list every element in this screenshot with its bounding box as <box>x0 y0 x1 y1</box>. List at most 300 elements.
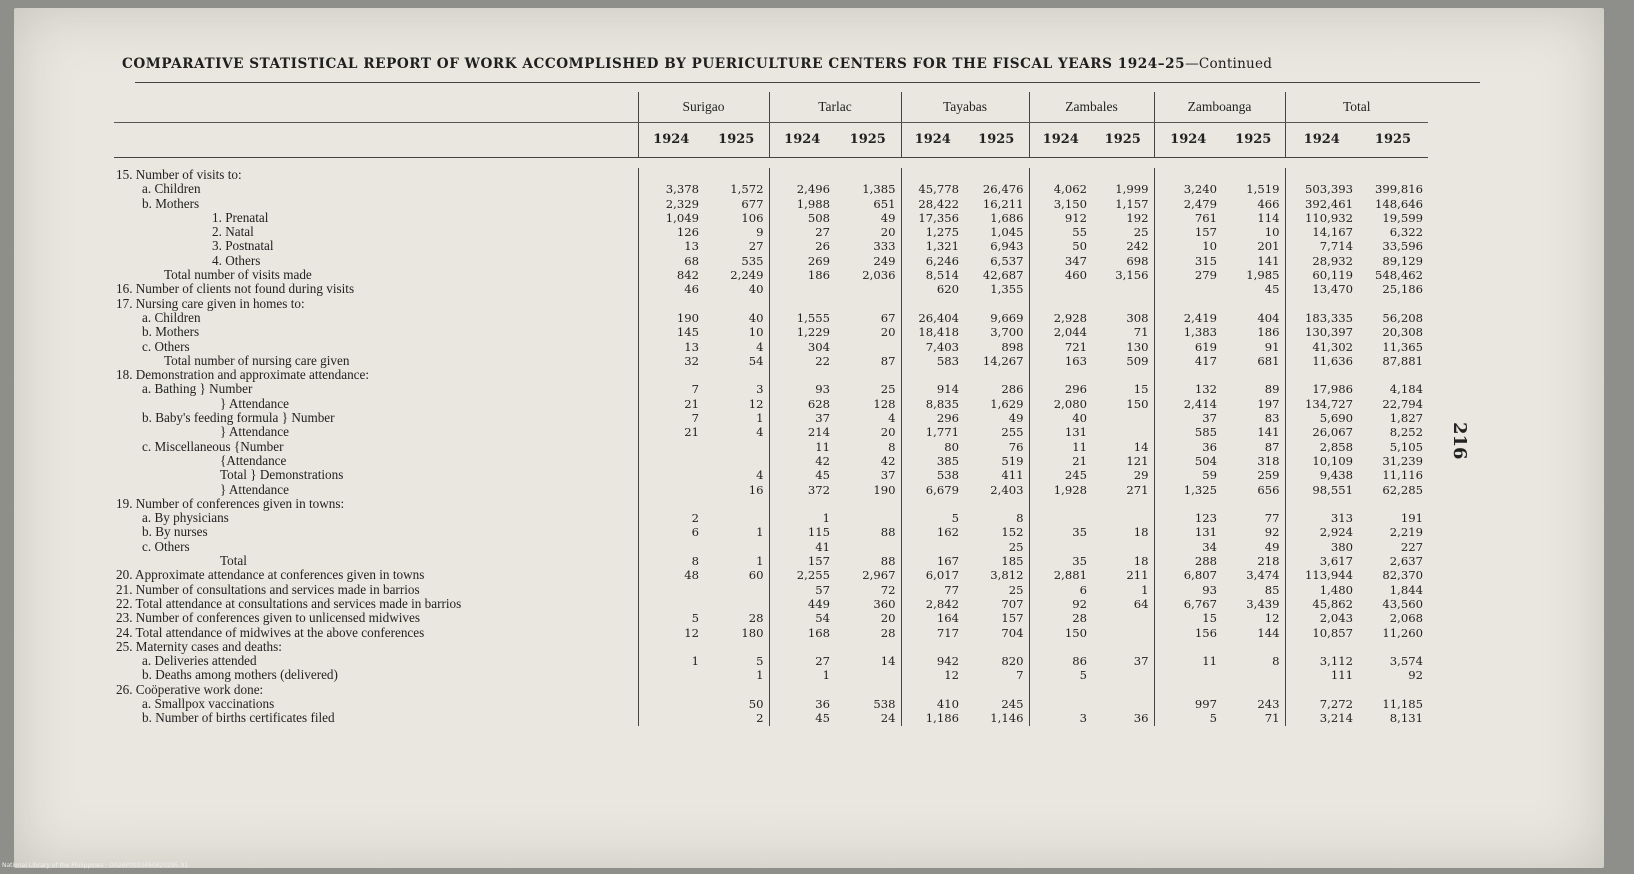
row-label: 23. Number of conferences given to unlicensed midwives <box>116 611 420 626</box>
table-cell: 4,184 <box>1389 382 1423 397</box>
table-cell: 8,835 <box>925 396 959 411</box>
table-cell <box>1092 540 1154 554</box>
table-cell: 2,924 <box>1319 525 1353 540</box>
table-cell: 28,422 <box>918 196 959 211</box>
table-cell: 88 <box>835 554 901 568</box>
table-cell: 20 <box>835 225 901 239</box>
table-cell: 16 <box>704 483 769 497</box>
title-rule <box>135 82 1480 83</box>
table-cell: 89 <box>1222 382 1285 396</box>
table-cell: 6 <box>1079 582 1087 597</box>
table-cell: 25 <box>964 540 1029 554</box>
table-cell <box>769 497 835 511</box>
table-cell: 651 <box>835 197 901 211</box>
table-cell: 49 <box>964 411 1029 425</box>
table-cell: 25,186 <box>1382 282 1423 297</box>
table-cell: 898 <box>964 340 1029 354</box>
table-cell: 8 <box>1222 654 1285 668</box>
table-row <box>114 668 1428 682</box>
table-cell: 3,474 <box>1222 568 1285 582</box>
table-cell: 296 <box>1064 382 1087 397</box>
table-cell: 31,239 <box>1382 453 1423 468</box>
table-cell: 6,807 <box>1183 568 1217 583</box>
table-row <box>114 297 1428 311</box>
table-cell <box>1222 683 1285 697</box>
table-cell: 5 <box>1079 668 1087 683</box>
table-cell: 34 <box>1202 539 1217 554</box>
table-cell: 2,068 <box>1389 611 1423 626</box>
table-cell: 77 <box>944 582 959 597</box>
year-header: 1925 <box>1358 123 1428 158</box>
table-cell <box>1154 497 1222 511</box>
table-cell: 2,637 <box>1389 554 1423 569</box>
row-label: 24. Total attendance of midwives at the above conferences <box>116 625 425 640</box>
table-cell: 4 <box>835 411 901 425</box>
table-cell: 131 <box>1194 525 1217 540</box>
table-cell: 286 <box>964 382 1029 396</box>
table-cell: 10,109 <box>1312 453 1353 468</box>
table-cell <box>964 297 1029 311</box>
table-cell <box>638 583 704 597</box>
table-cell <box>901 297 964 311</box>
table-cell: 245 <box>1064 468 1087 483</box>
table-cell: 28,932 <box>1312 253 1353 268</box>
row-label: a. Children <box>142 310 201 325</box>
table-cell: 22 <box>815 353 830 368</box>
spacer-row <box>114 158 1428 169</box>
table-cell: 3,700 <box>964 325 1029 339</box>
table-cell: 20 <box>835 325 901 339</box>
table-cell: 704 <box>964 626 1029 640</box>
table-cell: 404 <box>1222 311 1285 325</box>
table-cell: 21 <box>1072 453 1087 468</box>
year-header: 1924 <box>901 123 964 158</box>
table-cell: 6,679 <box>925 482 959 497</box>
table-cell: 1,519 <box>1222 182 1285 196</box>
table-cell: 87,881 <box>1382 353 1423 368</box>
table-cell <box>835 668 901 682</box>
table-cell: 1 <box>704 668 769 682</box>
row-label: {Attendance <box>220 453 287 468</box>
table-cell: 347 <box>1064 253 1087 268</box>
table-cell: 1,480 <box>1319 582 1353 597</box>
table-cell: 48 <box>638 568 704 582</box>
table-cell: 88 <box>835 525 901 539</box>
table-cell <box>1092 497 1154 511</box>
table-cell: 150 <box>1064 625 1087 640</box>
table-cell <box>638 497 704 511</box>
row-label: 25. Maternity cases and deaths: <box>116 639 282 654</box>
table-cell: 914 <box>936 382 959 397</box>
table-cell: 677 <box>704 197 769 211</box>
table-cell: 45,862 <box>1312 596 1353 611</box>
table-cell: 67 <box>835 311 901 325</box>
table-cell: 1 <box>704 411 769 425</box>
table-cell <box>1285 168 1358 182</box>
table-row <box>114 239 1428 253</box>
table-cell <box>1029 697 1092 711</box>
table-cell: 71 <box>1092 325 1154 339</box>
table-row <box>114 225 1428 239</box>
table-cell: 842 <box>638 268 704 282</box>
table-cell: 157 <box>807 554 830 569</box>
row-label: 17. Nursing care given in homes to: <box>116 296 305 311</box>
table-cell: 1 <box>822 511 830 526</box>
row-label: c. Others <box>142 339 190 354</box>
table-cell: 308 <box>1092 311 1154 325</box>
table-cell: 201 <box>1222 239 1285 253</box>
row-label: b. Deaths among mothers (delivered) <box>142 668 338 683</box>
table-cell: 42 <box>815 453 830 468</box>
table-row <box>114 525 1428 539</box>
table-cell: 20 <box>835 425 901 439</box>
row-label: a. By physicians <box>142 511 229 526</box>
table-cell: 3,112 <box>1319 654 1353 669</box>
table-cell: 2,080 <box>1053 396 1087 411</box>
report-title-main: COMPARATIVE STATISTICAL REPORT OF WORK ACCOMPLISHED BY PUERICULTURE CENTERS FOR THE FISCAL YEARS 1924–25 <box>122 56 1186 72</box>
table-cell: 9 <box>704 225 769 239</box>
table-cell: 1,049 <box>638 211 704 225</box>
table-cell <box>704 454 769 468</box>
table-cell: 2 <box>704 711 769 725</box>
table-cell: 42,687 <box>964 268 1029 282</box>
table-cell <box>638 711 704 725</box>
table-cell: 186 <box>807 268 830 283</box>
table-cell <box>1154 282 1222 296</box>
table-cell: 106 <box>704 211 769 225</box>
table-row <box>114 611 1428 625</box>
table-cell: 3,617 <box>1319 554 1353 569</box>
table-cell: 45 <box>815 711 830 726</box>
row-label: 21. Number of consultations and services made in barrios <box>116 582 420 597</box>
table-cell: 46 <box>638 282 704 296</box>
table-cell <box>638 168 704 182</box>
table-cell: 509 <box>1092 354 1154 368</box>
table-cell <box>1222 497 1285 511</box>
table-row <box>114 311 1428 325</box>
table-cell: 11,185 <box>1382 696 1423 711</box>
table-cell: 28 <box>1072 611 1087 626</box>
table-cell: 3,150 <box>1053 196 1087 211</box>
table-cell: 211 <box>1092 568 1154 582</box>
table-row <box>114 168 1428 182</box>
table-cell <box>638 597 704 611</box>
table-cell: 35 <box>1072 525 1087 540</box>
row-label: } Attendance <box>220 425 289 440</box>
table-cell: 3,574 <box>1389 654 1423 669</box>
row-label: 3. Postnatal <box>212 239 274 254</box>
table-cell: 152 <box>964 525 1029 539</box>
table-cell: 6,767 <box>1183 596 1217 611</box>
table-cell: 8 <box>835 440 901 454</box>
table-cell: 111 <box>1330 668 1353 683</box>
table-cell: 29 <box>1092 468 1154 482</box>
year-header: 1924 <box>638 123 704 158</box>
table-cell <box>1358 368 1428 382</box>
table-cell: 54 <box>815 611 830 626</box>
table-cell: 91 <box>1222 340 1285 354</box>
table-cell: 11 <box>815 439 830 454</box>
table-cell: 87 <box>835 354 901 368</box>
table-cell: 242 <box>1092 239 1154 253</box>
table-cell: 141 <box>1222 425 1285 439</box>
table-cell: 57 <box>815 582 830 597</box>
table-cell: 259 <box>1222 468 1285 482</box>
table-cell: 2,842 <box>925 596 959 611</box>
table-cell <box>704 297 769 311</box>
table-cell: 411 <box>964 468 1029 482</box>
table-cell <box>704 540 769 554</box>
table-cell <box>1285 497 1358 511</box>
table-cell <box>1358 683 1428 697</box>
table-cell: 1,572 <box>704 182 769 196</box>
province-header-row <box>114 92 1428 123</box>
table-cell <box>1154 368 1222 382</box>
table-cell: 14 <box>1092 440 1154 454</box>
table-row <box>114 711 1428 725</box>
table-row <box>114 597 1428 611</box>
table-cell: 183,335 <box>1305 310 1353 325</box>
table-cell: 56,208 <box>1382 310 1423 325</box>
row-label: 2. Natal <box>212 225 254 240</box>
table-cell <box>769 297 835 311</box>
table-cell <box>638 468 704 482</box>
table-cell: 717 <box>936 625 959 640</box>
table-cell: 7,272 <box>1319 696 1353 711</box>
table-cell: 11,636 <box>1312 353 1353 368</box>
table-cell: 620 <box>936 282 959 297</box>
table-cell: 92 <box>1222 525 1285 539</box>
table-cell: 504 <box>1194 453 1217 468</box>
table-cell: 392,461 <box>1305 196 1353 211</box>
table-cell <box>1092 511 1154 525</box>
table-cell: 13 <box>638 340 704 354</box>
table-cell <box>704 497 769 511</box>
table-cell: 60 <box>704 568 769 582</box>
table-cell <box>1092 411 1154 425</box>
table-cell <box>1222 368 1285 382</box>
table-row <box>114 340 1428 354</box>
table-cell: 37 <box>1092 654 1154 668</box>
table-cell <box>769 282 835 296</box>
table-cell <box>835 497 901 511</box>
province-header-surigao: Surigao <box>638 92 769 123</box>
table-cell: 24 <box>835 711 901 725</box>
province-header-zamboanga: Zamboanga <box>1154 92 1285 123</box>
table-cell <box>1358 297 1428 311</box>
table-cell: 50 <box>704 697 769 711</box>
table-cell <box>1092 368 1154 382</box>
table-cell: 121 <box>1092 454 1154 468</box>
table-cell: 92 <box>1408 668 1423 683</box>
row-label: b. Number of births certificates filed <box>142 711 335 726</box>
row-label: 20. Approximate attendance at conferences given in towns <box>116 568 425 583</box>
table-cell: 2,329 <box>638 197 704 211</box>
table-cell <box>704 368 769 382</box>
table-cell: 707 <box>964 597 1029 611</box>
table-cell: 288 <box>1194 554 1217 569</box>
table-cell: 1 <box>1092 583 1154 597</box>
table-cell: 1 <box>638 654 704 668</box>
table-cell: 3,378 <box>638 182 704 196</box>
table-cell <box>1285 297 1358 311</box>
table-cell: 126 <box>638 225 704 239</box>
table-row <box>114 282 1428 296</box>
table-cell: 508 <box>807 210 830 225</box>
table-cell <box>638 683 704 697</box>
table-cell: 2,255 <box>796 568 830 583</box>
table-cell <box>835 640 901 654</box>
table-cell: 21 <box>638 425 704 439</box>
table-cell: 585 <box>1194 425 1217 440</box>
table-cell: 313 <box>1330 511 1353 526</box>
table-cell: 997 <box>1194 696 1217 711</box>
table-cell: 417 <box>1194 353 1217 368</box>
row-label: b. Mothers <box>142 325 200 340</box>
table-cell: 35 <box>1072 554 1087 569</box>
table-cell <box>901 683 964 697</box>
table-row <box>114 583 1428 597</box>
table-cell: 128 <box>835 397 901 411</box>
table-cell: 190 <box>835 483 901 497</box>
table-cell: 4 <box>704 340 769 354</box>
table-cell: 380 <box>1330 539 1353 554</box>
table-cell: 41,302 <box>1312 339 1353 354</box>
table-cell: 8,252 <box>1389 425 1423 440</box>
table-cell: 1 <box>704 554 769 568</box>
table-cell: 1 <box>822 668 830 683</box>
table-cell: 5,105 <box>1389 439 1423 454</box>
year-header: 1925 <box>1222 123 1285 158</box>
table-cell: 4,062 <box>1053 182 1087 197</box>
table-cell <box>704 597 769 611</box>
table-cell: 36 <box>1202 439 1217 454</box>
table-row <box>114 354 1428 368</box>
row-label: Total } Demonstrations <box>220 468 344 483</box>
table-cell <box>1154 640 1222 654</box>
table-cell: 15 <box>1202 611 1217 626</box>
table-cell: 5 <box>638 611 704 625</box>
table-cell: 130 <box>1092 340 1154 354</box>
table-cell: 26,476 <box>964 182 1029 196</box>
table-cell: 49 <box>835 211 901 225</box>
spacer-cell <box>114 158 1428 169</box>
year-header: 1924 <box>769 123 835 158</box>
table-cell: 60,119 <box>1312 268 1353 283</box>
table-cell: 11,116 <box>1382 468 1423 483</box>
table-cell: 271 <box>1092 483 1154 497</box>
table-cell: 167 <box>936 554 959 569</box>
table-cell: 157 <box>1194 225 1217 240</box>
report-title <box>122 56 1272 72</box>
table-cell: 168 <box>807 625 830 640</box>
table-cell <box>1285 683 1358 697</box>
table-cell <box>1154 683 1222 697</box>
table-cell: 131 <box>1064 425 1087 440</box>
table-cell: 148,646 <box>1375 196 1423 211</box>
table-cell: 14,167 <box>1312 225 1353 240</box>
table-cell <box>769 683 835 697</box>
table-cell: 162 <box>936 525 959 540</box>
table-cell: 1,988 <box>796 196 830 211</box>
table-cell <box>638 454 704 468</box>
table-cell: 144 <box>1222 626 1285 640</box>
table-cell: 49 <box>1222 540 1285 554</box>
table-cell: 27 <box>815 225 830 240</box>
table-cell: 227 <box>1400 539 1423 554</box>
table-cell <box>835 297 901 311</box>
table-cell <box>964 683 1029 697</box>
table-cell: 72 <box>835 583 901 597</box>
table-cell: 164 <box>936 611 959 626</box>
table-cell: 2,881 <box>1053 568 1087 583</box>
table-cell <box>1092 282 1154 296</box>
table-cell: 279 <box>1194 268 1217 283</box>
table-cell: 20 <box>835 611 901 625</box>
table-cell: 1,555 <box>796 310 830 325</box>
year-header: 1924 <box>1029 123 1092 158</box>
table-cell <box>1092 626 1154 640</box>
table-cell <box>704 168 769 182</box>
table-cell <box>1222 168 1285 182</box>
table-cell: 2,249 <box>704 268 769 282</box>
table-cell: 5,690 <box>1319 411 1353 426</box>
table-cell: 12 <box>944 668 959 683</box>
table-cell <box>1154 168 1222 182</box>
table-row <box>114 697 1428 711</box>
table-cell: 9,669 <box>964 311 1029 325</box>
row-label: b. Mothers <box>142 196 200 211</box>
table-cell: 721 <box>1064 339 1087 354</box>
table-cell: 6,322 <box>1389 225 1423 240</box>
table-cell <box>964 497 1029 511</box>
table-cell <box>835 368 901 382</box>
table-cell: 54 <box>704 354 769 368</box>
row-label: } Attendance <box>220 482 289 497</box>
table-cell: 255 <box>964 425 1029 439</box>
table-cell: 25 <box>964 583 1029 597</box>
table-cell: 156 <box>1194 625 1217 640</box>
table-cell: 36 <box>815 696 830 711</box>
table-cell: 28 <box>704 611 769 625</box>
table-cell: 3,439 <box>1222 597 1285 611</box>
table-cell: 1,999 <box>1092 182 1154 196</box>
row-label: Total number of nursing care given <box>164 353 350 368</box>
table-cell <box>1029 683 1092 697</box>
year-header: 1925 <box>1092 123 1154 158</box>
table-cell <box>1092 640 1154 654</box>
table-cell: 71 <box>1222 711 1285 725</box>
table-cell: 82,370 <box>1382 568 1423 583</box>
table-cell: 141 <box>1222 254 1285 268</box>
table-cell: 50 <box>1072 239 1087 254</box>
row-label: b. By nurses <box>142 525 208 540</box>
table-cell <box>1029 511 1092 525</box>
table-cell: 10 <box>704 325 769 339</box>
table-cell <box>704 511 769 525</box>
row-label: 19. Number of conferences given in towns: <box>116 496 345 511</box>
table-cell: 1,355 <box>964 282 1029 296</box>
table-cell: 37 <box>815 411 830 426</box>
table-row <box>114 683 1428 697</box>
table-cell <box>1285 640 1358 654</box>
table-row <box>114 568 1428 582</box>
table-row <box>114 182 1428 196</box>
table-cell: 2,967 <box>835 568 901 582</box>
table-row <box>114 511 1428 525</box>
table-cell: 9,438 <box>1319 468 1353 483</box>
table-cell: 45 <box>1222 282 1285 296</box>
